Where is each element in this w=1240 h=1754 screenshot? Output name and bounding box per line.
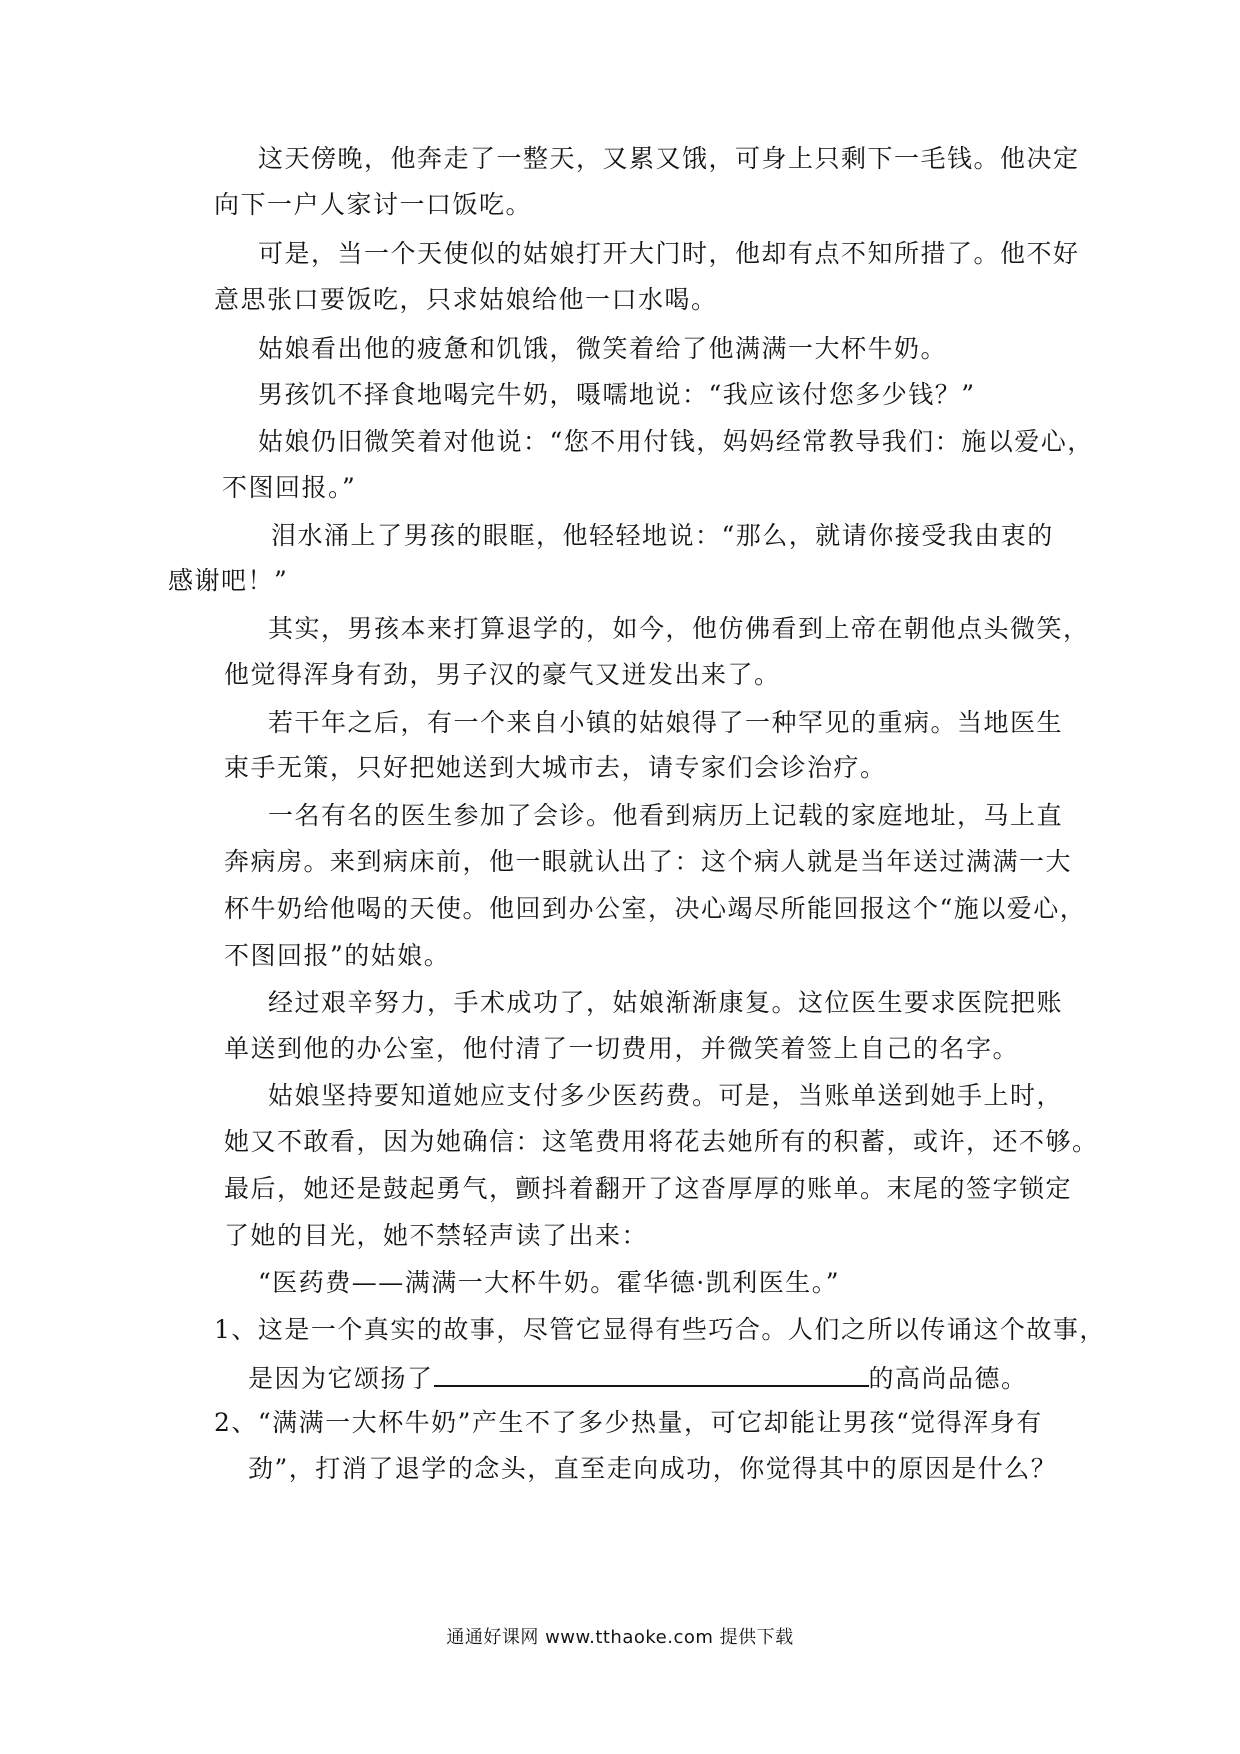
story-line: “医药费——满满一大杯牛奶。霍华德·凯利医生。”: [258, 1268, 841, 1297]
question-2-line: 2、“满满一大杯牛奶”产生不了多少热量，可它却能让男孩“觉得浑身有: [214, 1408, 1043, 1437]
story-line: 她又不敢看，因为她确信：这笔费用将花去她所有的积蓄，或许，还不够。: [224, 1127, 1099, 1156]
story-line: 男孩饥不择食地喝完牛奶，嗫嚅地说：“我应该付您多少钱？”: [258, 380, 976, 409]
answer-blank[interactable]: [434, 1361, 869, 1387]
story-line: 姑娘仍旧微笑着对他说：“您不用付钱，妈妈经常教导我们：施以爱心，: [258, 427, 1094, 456]
story-line: 奔病房。来到病床前，他一眼就认出了：这个病人就是当年送过满满一大: [224, 847, 1073, 876]
question-2-line: 劲”，打消了退学的念头，直至走向成功，你觉得其中的原因是什么？: [248, 1454, 1058, 1483]
question-1-suffix: 的高尚品德。: [868, 1364, 1028, 1393]
story-line: 了她的目光，她不禁轻声读了出来：: [224, 1221, 649, 1250]
story-line: 姑娘看出他的疲惫和饥饿，微笑着给了他满满一大杯牛奶。: [258, 334, 948, 363]
story-line: 这天傍晚，他奔走了一整天，又累又饿，可身上只剩下一毛钱。他决定: [258, 144, 1080, 173]
page-footer: 通通好课网 www.tthaoke.com 提供下载: [446, 1627, 794, 1648]
question-1-line: 1、这是一个真实的故事，尽管它显得有些巧合。人们之所以传诵这个故事，: [214, 1315, 1106, 1344]
story-line: 他觉得浑身有劲，男子汉的豪气又迸发出来了。: [224, 660, 781, 689]
story-line: 若干年之后，有一个来自小镇的姑娘得了一种罕见的重病。当地医生: [268, 708, 1064, 737]
story-line: 其实，男孩本来打算退学的，如今，他仿佛看到上帝在朝他点头微笑，: [268, 614, 1090, 643]
story-line: 意思张口要饭吃，只求姑娘给他一口水喝。: [214, 285, 718, 314]
story-line: 泪水涌上了男孩的眼眶，他轻轻地说：“那么，就请你接受我由衷的: [271, 521, 1054, 550]
story-line: 束手无策，只好把她送到大城市去，请专家们会诊治疗。: [224, 753, 887, 782]
story-line: 单送到他的办公室，他付清了一切费用，并微笑着签上自己的名字。: [224, 1034, 1020, 1063]
story-line: 经过艰辛努力，手术成功了，姑娘渐渐康复。这位医生要求医院把账: [268, 988, 1064, 1017]
story-line: 不图回报。”: [222, 473, 357, 502]
story-line: 一名有名的医生参加了会诊。他看到病历上记载的家庭地址，马上直: [268, 801, 1064, 830]
question-1-prefix: 是因为它颂扬了: [248, 1364, 434, 1393]
story-line: 向下一户人家讨一口饭吃。: [214, 190, 533, 219]
story-line: 感谢吧！”: [168, 566, 289, 595]
story-line: 可是，当一个天使似的姑娘打开大门时，他却有点不知所措了。他不好: [258, 239, 1080, 268]
story-line: 最后，她还是鼓起勇气，颤抖着翻开了这沓厚厚的账单。末尾的签字锁定: [224, 1174, 1073, 1203]
story-line: 姑娘坚持要知道她应支付多少医药费。可是，当账单送到她手上时，: [268, 1081, 1064, 1110]
story-line: 杯牛奶给他喝的天使。他回到办公室，决心竭尽所能回报这个“施以爱心，: [224, 894, 1087, 923]
story-line: 不图回报”的姑娘。: [224, 941, 451, 970]
question-1-answer-line: [248, 1361, 1028, 1394]
